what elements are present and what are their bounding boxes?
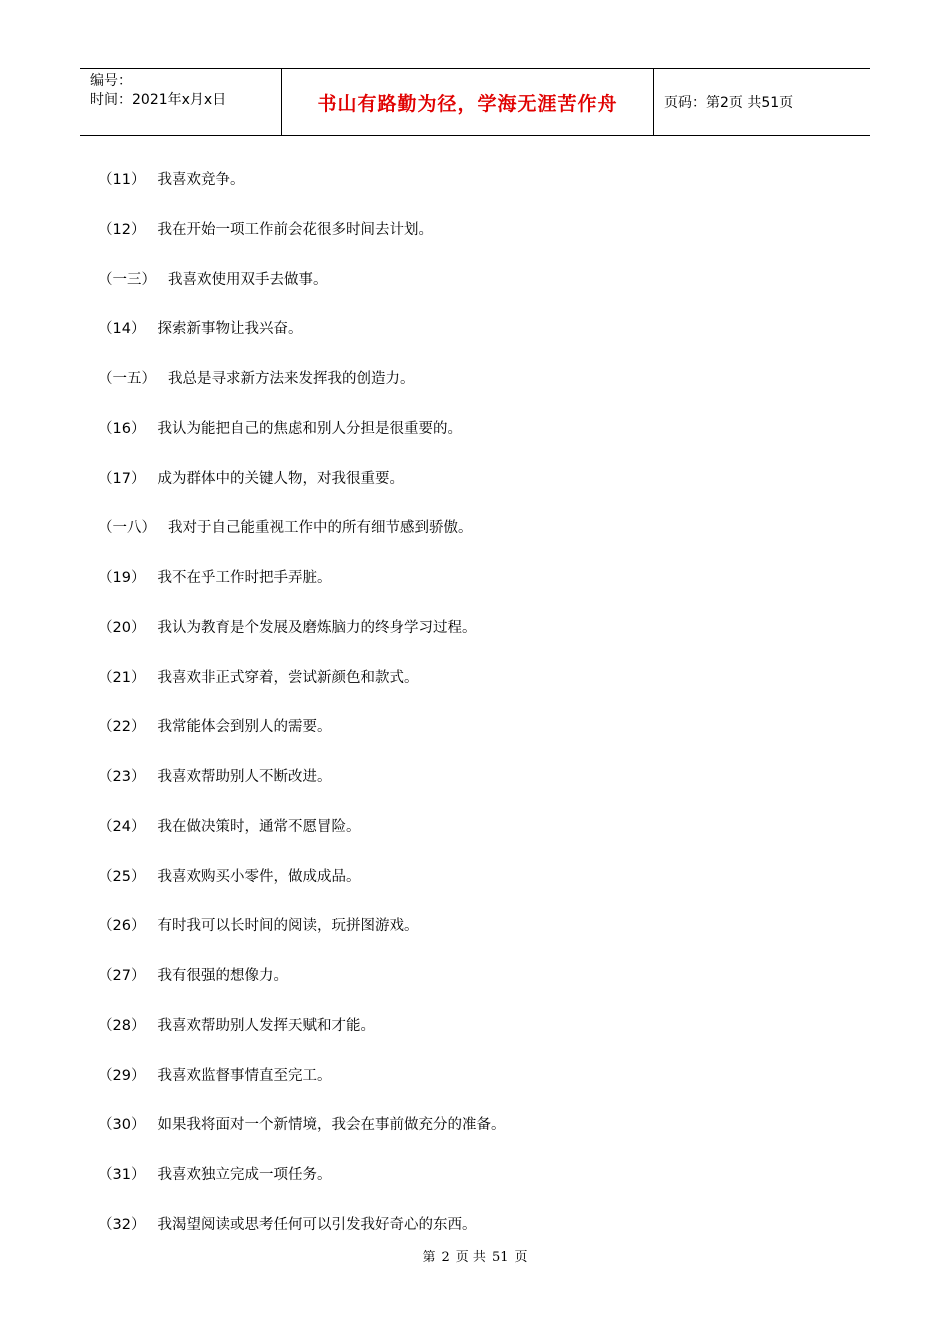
- item-number: （31）: [98, 1167, 146, 1183]
- list-item: [98, 365, 505, 415]
- item-text: 我喜欢监督事情直至完工。: [157, 1067, 332, 1084]
- list-item: [98, 912, 505, 962]
- item-text: 我对于自己能重视工作中的所有细节感到骄傲。: [168, 520, 473, 537]
- item-text: 我总是寻求新方法来发挥我的创造力。: [168, 371, 415, 387]
- item-text: 我喜欢使用双手去做事。: [168, 271, 328, 288]
- list-item: [98, 216, 505, 266]
- list-item: [98, 166, 505, 216]
- item-text: 成为群体中的关键人物，对我很重要。: [157, 470, 404, 487]
- list-item: [98, 763, 505, 813]
- list-item: [98, 315, 505, 365]
- item-number: （26）: [98, 918, 146, 935]
- item-text: 有时我可以长时间的阅读，玩拼图游戏。: [157, 918, 419, 935]
- item-number: （23）: [98, 769, 146, 785]
- item-number: （19）: [98, 570, 146, 586]
- item-number: （21）: [98, 669, 146, 686]
- item-number: （32）: [98, 1216, 146, 1233]
- item-text: 如果我将面对一个新情境，我会在事前做充分的准备。: [157, 1117, 506, 1134]
- list-item: [98, 1111, 505, 1161]
- item-text: 我认为教育是个发展及磨炼脑力的终身学习过程。: [157, 619, 477, 636]
- item-text: 我喜欢非正式穿着，尝试新颜色和款式。: [157, 669, 419, 686]
- item-text: 探索新事物让我兴奋。: [157, 321, 303, 338]
- item-text: 我不在乎工作时把手弄脏。: [157, 570, 332, 586]
- item-number: （22）: [98, 719, 146, 736]
- list-item: [98, 1062, 505, 1112]
- footer-suffix: 页: [514, 1250, 528, 1265]
- question-list: [98, 166, 505, 1261]
- list-item: [98, 564, 505, 614]
- list-item: [98, 465, 505, 515]
- item-text: 我渴望阅读或思考任何可以引发我好奇心的东西。: [157, 1216, 477, 1233]
- item-number: （30）: [98, 1117, 146, 1134]
- page-header: [80, 68, 870, 136]
- list-item: [98, 713, 505, 763]
- item-number: （27）: [98, 968, 146, 984]
- footer-mid: 页 共: [455, 1250, 486, 1265]
- list-item: [98, 863, 505, 913]
- list-item: [98, 962, 505, 1012]
- footer-page-number: 2: [441, 1250, 450, 1265]
- item-text: 我喜欢帮助别人不断改进。: [157, 769, 332, 785]
- item-number: （25）: [98, 868, 146, 885]
- list-item: [98, 1161, 505, 1211]
- list-item: [98, 813, 505, 863]
- list-item: [98, 1012, 505, 1062]
- footer-prefix: 第: [422, 1250, 436, 1265]
- header-meta: [80, 69, 282, 135]
- list-item: [98, 614, 505, 664]
- item-number: （17）: [98, 470, 146, 487]
- list-item: [98, 664, 505, 714]
- item-number: （一三）: [98, 271, 156, 288]
- item-number: （一八）: [98, 520, 156, 537]
- time-label: 时间：2021年x月x日: [90, 92, 227, 108]
- item-text: 我喜欢购买小零件，做成成品。: [157, 868, 361, 885]
- item-number: （16）: [98, 420, 146, 437]
- item-number: （12）: [98, 221, 146, 238]
- serial-label: 编号：: [90, 73, 132, 89]
- item-text: 我常能体会到别人的需要。: [157, 719, 332, 736]
- item-number: （28）: [98, 1017, 146, 1034]
- item-number: （一五）: [98, 371, 156, 387]
- item-text: 我喜欢独立完成一项任务。: [157, 1167, 332, 1183]
- item-text: 我在开始一项工作前会花很多时间去计划。: [157, 221, 433, 238]
- page-footer: [0, 1246, 950, 1265]
- footer-total-pages: 51: [491, 1250, 509, 1265]
- item-text: 我喜欢竞争。: [157, 172, 245, 188]
- item-text: 我认为能把自己的焦虑和别人分担是很重要的。: [157, 420, 462, 437]
- header-page-info: 页码：第2页 共51页: [664, 95, 794, 111]
- list-item: [98, 514, 505, 564]
- item-text: 我有很强的想像力。: [157, 968, 288, 984]
- list-item: [98, 266, 505, 316]
- item-number: （11）: [98, 172, 146, 188]
- item-text: 我在做决策时，通常不愿冒险。: [157, 818, 361, 835]
- item-text: 我喜欢帮助别人发挥天赋和才能。: [157, 1017, 375, 1034]
- list-item: [98, 415, 505, 465]
- item-number: （24）: [98, 818, 146, 835]
- item-number: （20）: [98, 619, 146, 636]
- item-number: （29）: [98, 1067, 146, 1084]
- header-motto: 书山有路勤为径，学海无涯苦作舟: [282, 69, 654, 135]
- item-number: （14）: [98, 321, 146, 338]
